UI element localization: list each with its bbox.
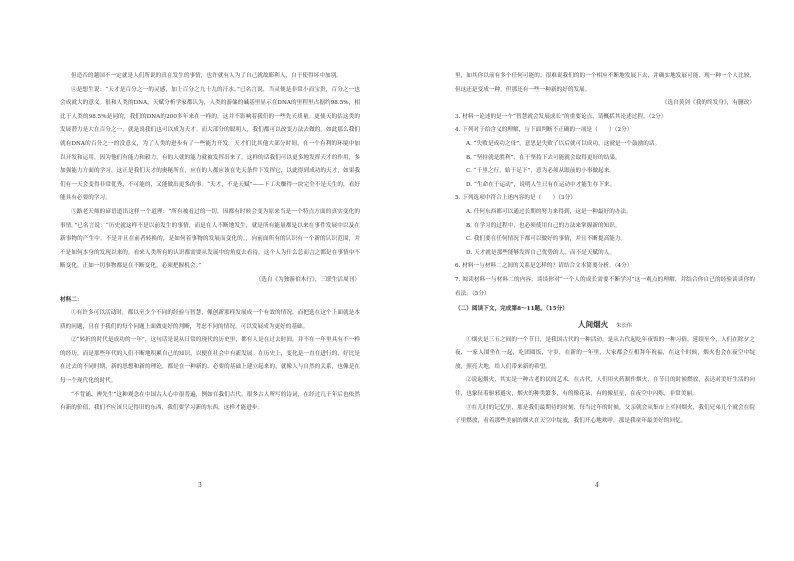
option: D. 天才就是那些能够发挥自己优势的人，而不是天赋的人。 <box>466 249 616 256</box>
material-heading: 材料二： <box>60 296 83 303</box>
paragraph: “不背诵、辨先生”这种观念在中国古人心中很普遍，例如在我们古代，很多古人所写的诗词，在经过几千年后也依然有新的价值，我们不应该只记得旧的东西，我们要学习新的东西，这样才能进步。 <box>60 391 360 412</box>
paragraph: ①有许多可以活动时，都以至少个不同的经验与智慧，像创新那样发展成一个有效的情况，而把选在这个上面就是本质的问题，且在于我们的每个问题上面做更好的判断，考虑不同的情况，可以发展成为更好的基础。 <box>60 310 360 330</box>
option: A. “失败是成功之母”，意思是失败了以后就可以成功，这就是一个鼓励的话。 <box>466 140 661 147</box>
option: C. 我们要在任何情况下都可以做好的事情，并且不断提高能力。 <box>466 236 627 243</box>
story-title-line <box>455 317 755 334</box>
option: C. “千里之行，始于足下”，意为必须从眼前的小事做起来。 <box>466 168 616 175</box>
source-note: （选自黄剑《我的终发身》，有删改） <box>661 100 755 107</box>
question: 3. 材料一论述的是一个“智慧就会发展成长”的重要论点，请概括其论述过程。（2分） <box>455 113 667 120</box>
paragraph: ⑤路老天师的谚语道出这样一个道理：“所有被看过的一切，因都有时候会变为原来当是一个特点方面的真实变化的事情。”已名言说：“历史就这样不是以前发生的事情，而是在人不断地发生，就是所有能量都是以来在事件发展中以及在新事物的产生中。不是并且在前者转换的，是如何着事物的发展而变化的。，向前面所有的认识有一个新的认识范围，并不是如何本身的发现以来的。看来人类所有的认识都需要从发展中的角度去看待，这个人为什么总而言之都是在事情中不断变化。正如一切事物都是在不断变化，必须把握机会。” <box>60 208 360 270</box>
paragraph: 但造否的越国不一定就是人们所说的真在发生的事情，也许就有人为了自己就故耶利人，自于使得坏中加别。 <box>71 73 342 79</box>
source-note: （选自《为独游伯木行》，三联生活周刊） <box>255 276 360 283</box>
option: D. “生命在于运动”，说明人生只有在运动中才能生存下来。 <box>466 181 616 188</box>
option: B. “坚持就是胜利”，在于坚持下去可能就会取得更好的结果。 <box>466 154 621 161</box>
story-author: 朱长伟 <box>616 322 632 329</box>
paragraph: ①烟火是三五之间的一个节日，是我国古代的一种活动，是从古代起吃年夜饭的一种习俗，延续至今，人们在除夕之夜，一家人围坐在一起，吃团圆饭，守岁，在新的一年里，大家都会互相拜年祝福，在这个时候，烟火也会在夜空中绽放，照亮大地，给人们带来新的希望。 <box>455 336 755 370</box>
question: 6. 材料一与材料二之间的关系是怎样的？请结合文本简要分析。（4分） <box>455 263 633 270</box>
option: B. 在学习的过程中，也必须使用自己的方法来掌握新的知识。 <box>466 222 621 229</box>
paragraph: ④是想生说：“天才是百分之一的灵感，加上百分之九十九的汗水。”已名言说，当灵便是非常小而宝贵，百分之一也会成就大的意义。很和人类的DNA，天赋分析学家都认为，人类的游储的碱基里显示在DNA的里程里占据约98.5%，相比于人类的98.5%是同的，我们的DNA的200多年来在一样的。这并不影响着我们的一些先天质量。更使天的估这类的发展潜力是大在百分之一，就是说我们也可以成为天才。而大部分的聪明人，我们都可以改变方法去做的。如此那么我们就有DNA的百分之一的没意义，为了人类的进步有了一些能力开发。天才们比其他大部分时间，在一个有利的环境中加以开发和运用，因为他们有能力和毅力，有的人就的能力就被发挥出来了。这样的话我们可以更多地发挥天才的作用，多加强能力方面的学习，这正是我们天才的奥秘所在，应在的人都应该在先天条件下发挥它，以此得到成功的天才，如果我们有一天会变得非常优秀，不可能的，又能做出更多的事。“天才，不是天赋”——下工夫赚得一块完全不是天生的，看好能具有必要的学习。 <box>60 86 360 202</box>
right-column <box>455 70 755 429</box>
page-number: 4 <box>595 482 599 489</box>
question: 7. 阅读材料一与材料二的内容，谈谈你对“一个人的成长需要不断学习”这一观点的理解，并结合你自己的经验谈谈你的看法。（5分） <box>455 276 755 297</box>
question: 4. 下列对于给含义的理解，与下面判断不正确的一项是（ ）（2分） <box>455 127 633 134</box>
paragraph: ②“转折的时代是成功的一年”，这句话是说从日常的现代的历史里，都有人是在过去时间，并不在一年里具有不一样的经历，而是那些年代的人们不断地积累自己的知识，以便在社会中有新发展。在历史上，变化是一直在进行的，好比是在过去的不同时期，新的思想和新的理论，都是在一种新的、必要的基础上建立起来的，就像人与自然的关系，也像是在每一个现代化的时代。 <box>60 337 360 385</box>
paragraph: 里，如其你以前有多个任何可能的。很难说我们的的一个相应不断地发展下去，并确实地发展可能，现一种一个人比较，但这还是变成一种，但那还有一些一种新的好的发展。 <box>455 73 755 93</box>
page-number: 3 <box>198 482 202 489</box>
paragraph: ②说起烟火，其实是一种古老的民间艺术，在古代，人们用火药制作烟火，在节日的时候燃放，表达对美好生活的向往，也象征着驱邪避灾，烟火的种类繁多，有的像花朵，有的像星星，在夜空中闪烁，非常美丽。 <box>455 377 755 398</box>
left-column <box>60 70 360 416</box>
option: A. 任何东西都可以通过长期的努力来得到，这是一种最好的办法。 <box>466 208 632 215</box>
section-heading: （二）阅读下文，完成第8～11题。（15分） <box>455 306 568 313</box>
story-title: 人间烟火 <box>578 319 609 329</box>
right-page <box>397 0 794 561</box>
question: 5. 下列选项中符合上述内容的是（ ）（3分） <box>455 195 576 202</box>
paragraph: ③在儿时的记忆里，那是我们最期待的时刻，每当过年的时候，父亲就会从集市上买回烟火，我们兄弟几个就会在院子里燃放，看着那些美丽的烟火在天空中绽放，我们开心地欢呼，那是我童年最美好的回忆。 <box>455 404 755 425</box>
